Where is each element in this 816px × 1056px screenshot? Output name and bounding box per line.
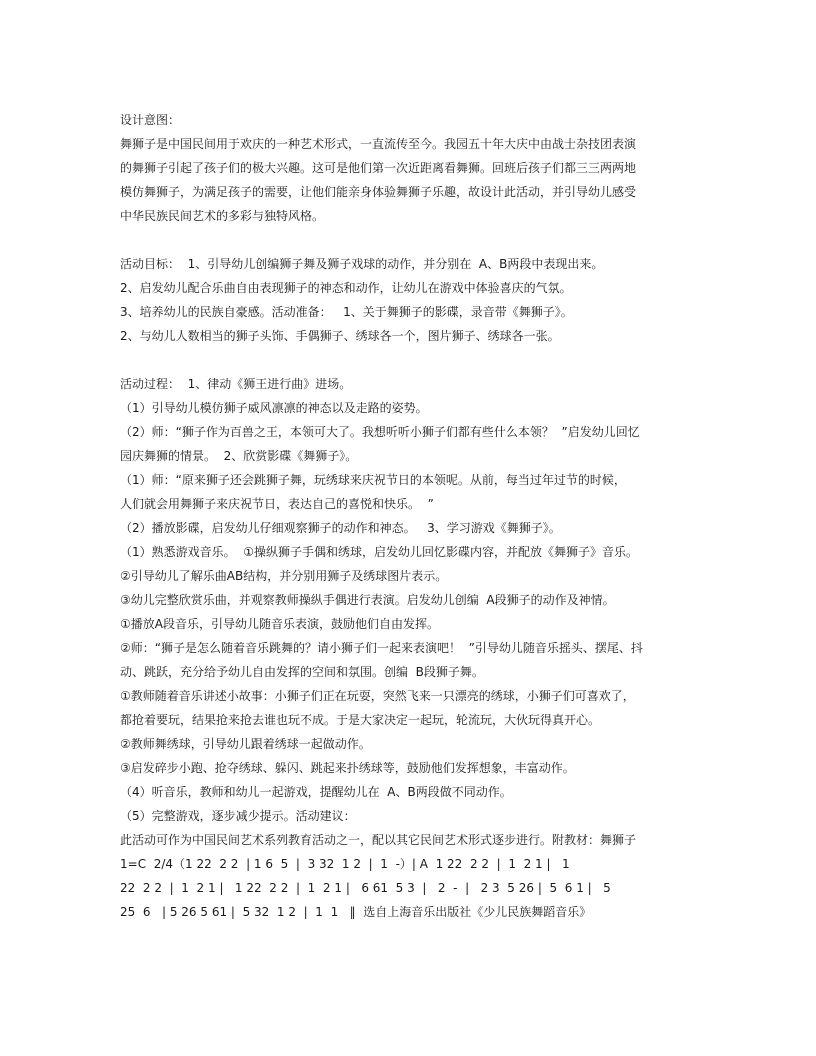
text-line: （4）听音乐，教师和幼儿一起游戏，提醒幼儿在 A、B两段做不同动作。 [120,785,512,799]
text-line: 的舞狮子引起了孩子们的极大兴趣。这可是他们第一次近距离看舞狮。回班后孩子们都三三两两地 [120,161,637,175]
text-line: 动、跳跃，充分给予幼儿自由发挥的空间和氛围。创编 B段狮子舞。 [120,665,484,679]
text-line: ②师：“狮子是怎么随着音乐跳舞的？请小狮子们一起来表演吧！ ”引导幼儿随音乐摇头、摆尾、抖 [120,641,643,655]
text-line: 1=C 2/4（1 22 2 2 | 1 6 5 | 3 32 1 2 | 1 -）| A 1 22 2 2 | 1 2 1 | 1 [120,857,570,871]
text-line: （5）完整游戏，逐步减少提示。活动建议： [120,809,356,823]
text-line: 2、与幼儿人数相当的狮子头饰、手偶狮子、绣球各一个，图片狮子、绣球各一张。 [120,329,560,343]
blank-line [120,348,700,372]
text-line: 此活动可作为中国民间艺术系列教育活动之一，配以其它民间艺术形式逐步进行。附教材：舞狮子 [120,833,637,847]
text-line: ①教师随着音乐讲述小故事：小狮子们正在玩耍，突然飞来一只漂亮的绣球，小狮子们可喜欢了， [120,689,635,703]
text-line: ③启发碎步小跑、抢夺绣球、躲闪、跳起来扑绣球等，鼓励他们发挥想象，丰富动作。 [120,761,575,775]
text-line: （1）师：“原来狮子还会跳狮子舞，玩绣球来庆祝节日的本领呢。从前，每当过年过节的时候， [120,473,626,487]
text-line: ①播放A段音乐，引导幼儿随音乐表演，鼓励他们自由发挥。 [120,617,439,631]
text-line: ②引导幼儿了解乐曲AB结构，并分别用狮子及绣球图片表示。 [120,569,448,583]
text-line: 活动目标： 1、引导幼儿创编狮子舞及狮子戏球的动作，并分别在 A、B两段中表现出来。 [120,257,604,271]
text-line: （1）引导幼儿模仿狮子威风凛凛的神态以及走路的姿势。 [120,401,428,415]
text-line: 2、启发幼儿配合乐曲自由表现狮子的神态和动作，让幼儿在游戏中体验喜庆的气氛。 [120,281,572,295]
text-line: 都抢着要玩，结果抢来抢去谁也玩不成。于是大家决定一起玩，轮流玩，大伙玩得真开心。 [120,713,601,727]
text-line: 25 6 | 5 26 5 61 | 5 32 1 2 | 1 1 ‖ 选自上海音乐出版社《少儿民族舞蹈音乐》 [120,905,592,919]
text-line: 园庆舞狮的情景。 2、欣赏影碟《舞狮子》。 [120,449,358,463]
document-body [120,108,700,924]
text-line: （1）熟悉游戏音乐。 ①操纵狮子手偶和绣球，启发幼儿回忆影碟内容，并配放《舞狮子》音乐。 [120,545,639,559]
blank-line [120,228,700,252]
text-line: 人们就会用舞狮子来庆祝节日，表达自己的喜悦和快乐。 ” [120,497,434,511]
text-line: 中华民族民间艺术的多彩与独特风格。 [120,209,325,223]
text-line: （2）播放影碟，启发幼儿仔细观察狮子的动作和神态。 3、学习游戏《舞狮子》。 [120,521,561,535]
text-line: 舞狮子是中国民间用于欢庆的一种艺术形式，一直流传至今。我园五十年大庆中由战士杂技团表演 [120,137,637,151]
text-line: 模仿舞狮子，为满足孩子的需要，让他们能亲身体验舞狮子乐趣，故设计此活动，并引导幼儿感受 [120,185,637,199]
text-line: ②教师舞绣球，引导幼儿跟着绣球一起做动作。 [120,737,371,751]
text-line: 22 2 2 | 1 2 1 | 1 22 2 2 | 1 2 1 | 6 61 5 3 | 2 - | 2 3 5 26 | 5 6 1 | 5 [120,881,611,895]
text-line: 3、培养幼儿的民族自豪感。活动准备： 1、关于舞狮子的影碟，录音带《舞狮子》。 [120,305,573,319]
text-line: 活动过程： 1、律动《狮王进行曲》进场。 [120,377,352,391]
text-line: （2）师：“狮子作为百兽之王，本领可大了。我想听听小狮子们都有些什么本领？ ”启发幼儿回忆 [120,425,640,439]
text-line: ③幼儿完整欣赏乐曲，并观察教师操纵手偶进行表演。启发幼儿创编 A段狮子的动作及神情。 [120,593,615,607]
section-heading: 设计意图： [120,113,181,127]
